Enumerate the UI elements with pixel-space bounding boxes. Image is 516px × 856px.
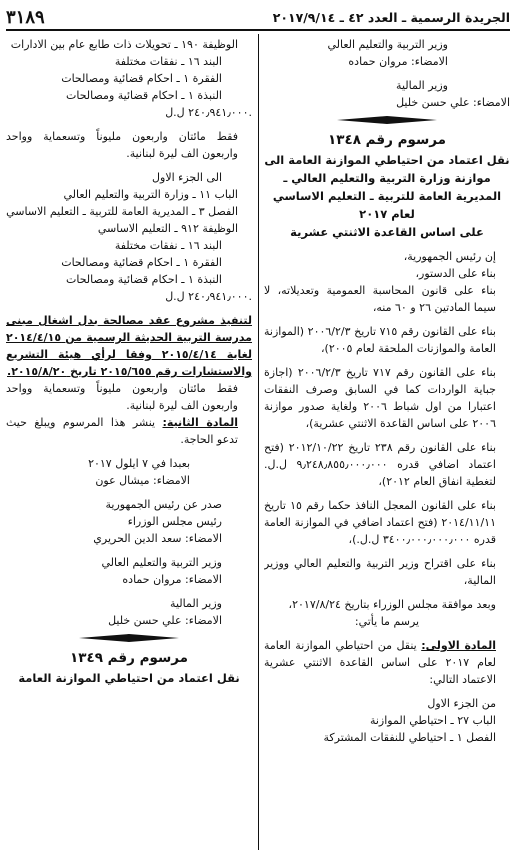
signer-title: وزير التربية والتعليم العالي — [327, 38, 448, 51]
purpose-text: لتنفيذ مشروع عقد مصالحة بدل اشغال مبنى مدرسة التربية الحديثة الرسمية من ٢٠١٤/٤/١٥ لغاية ٢٠١٥/٤/١٤ وفقا لرأي هيئة التشريع والاستشارات رقم ٢٠١٥/٦٥٥ تاريخ ٢٠١٥/٨/٢٠. — [6, 314, 252, 378]
to-part: الى الجزء الاول — [152, 171, 222, 184]
article-2-text: ينشر هذا المرسوم ويبلغ حيث تدعو الحاجة. — [6, 416, 238, 446]
budget-item: الفصل ٣ ـ المديرية العامة للتربية ـ التعليم الاساسي — [6, 205, 238, 218]
section-divider — [6, 633, 252, 643]
budget-item: الفقرة ١ ـ احكام قضائية ومصالحات — [61, 72, 222, 85]
edu-minister-signature: الامضاء: مروان حماده — [122, 573, 222, 586]
budget-item: النبذة ١ ـ احكام قضائية ومصالحات — [66, 89, 222, 102]
column-divider — [258, 34, 259, 850]
issue-date: بعبدا في ٧ ايلول ٢٠١٧ — [88, 457, 190, 470]
left-column — [6, 36, 252, 852]
preamble-line: إن رئيس الجمهورية، — [403, 250, 496, 263]
budget-section: الفصل ١ ـ احتياطي للنفقات المشتركة — [323, 731, 496, 744]
preamble-line: بناء على قانون المحاسبة العمومية وتعديلاته، لا سيما المادتين ٢٦ و ٦٠ منه، — [264, 284, 496, 314]
budget-item: الباب ١١ ـ وزارة التربية والتعليم العالي — [63, 188, 238, 201]
finance-minister-title: وزير المالية — [170, 597, 222, 610]
preamble-line: بناء على القانون رقم ٧١٥ تاريخ ٢٠٠٦/٢/٣ (الموازنة العامة والموازنات الملحقة لعام ٢٠٠٥)، — [264, 325, 496, 355]
decrees-line: يرسم ما يأتي: — [354, 615, 420, 628]
budget-item: الفقرة ١ ـ احكام قضائية ومصالحات — [61, 256, 222, 269]
signer-title: وزير المالية — [396, 79, 448, 92]
signature-line: الامضاء: مروان حماده — [348, 55, 448, 68]
preamble-line: بناء على اقتراح وزير التربية والتعليم العالي ووزير المالية، — [264, 557, 496, 587]
amount-value: ٢٤٠٫٩٤١٫٠٠٠ ل.ل. — [165, 290, 252, 303]
pm-signature: الامضاء: سعد الدين الحريري — [93, 532, 222, 545]
budget-item: الوظيفة ٩١٢ ـ التعليم الاساسي — [97, 222, 238, 235]
edu-minister-title: وزير التربية والتعليم العالي — [101, 556, 222, 569]
from-part: من الجزء الاول — [427, 697, 496, 710]
budget-item: البند ١٦ ـ نفقات مختلفة — [114, 55, 222, 68]
budget-chapter: الباب ٢٧ ـ احتياطي الموازنة — [369, 714, 496, 727]
article-2-label: المادة الثانية: — [162, 416, 238, 429]
article-2 — [6, 414, 252, 448]
decree-basis: على اساس القاعدة الاثنتي عشرية — [290, 225, 484, 239]
budget-item: النبذة ١ ـ احكام قضائية ومصالحات — [66, 273, 222, 286]
preamble-line: بناء على القانون رقم ٧١٧ تاريخ ٢٠٠٦/٢/٣ (اجازة جباية الواردات كما في السابق وصرف النفقات اعتبارا من اول شباط ٢٠٠٦ ولغاية صدور موازنة ٢٠٠٦ على اساس القاعدة الاثنتي عشرية)، — [264, 366, 496, 430]
preamble-line: بناء على القانون المعجل النافذ حكما رقم ١٥ تاريخ ٢٠١٤/١١/١١ (فتح اعتماد اضافي في الموازنة العامة قدره ٣٤٠٠٫٠٠٠٫٠٠٠٫٠٠٠ ل.ل.)، — [264, 499, 496, 546]
amount-in-words: فقط مائتان واربعون مليوناً وتسعماية وواحد واربعون الف ليرة لبنانية. — [6, 382, 238, 412]
header-title: الجريدة الرسمية ـ العدد ٤٢ ـ ٢٠١٧/٩/١٤ — [272, 9, 510, 25]
budget-item: البند ١٦ ـ نفقات مختلفة — [114, 239, 222, 252]
page-header — [6, 6, 510, 28]
header-rule — [6, 29, 510, 31]
right-column — [264, 36, 510, 852]
decree-title: مرسوم رقم ١٣٤٨ — [328, 132, 446, 148]
amount-in-words: فقط مائتان واربعون مليوناً وتسعماية وواحد واربعون الف ليرة لبنانية. — [6, 130, 238, 160]
issued-by: صدر عن رئيس الجمهورية — [105, 498, 222, 511]
preamble-line: بناء على القانون رقم ٢٣٨ تاريخ ٢٠١٢/١٠/٢٢ (فتح اعتماد اضافي قدره ٩٫٢٤٨٫٨٥٥٫٠٠٠٫٠٠٠ ل.ل. لتغطية انفاق العام ٢٠١٢)، — [264, 441, 497, 488]
article-1-text: ينقل من احتياطي الموازنة العامة لعام ٢٠١٧ على اساس القاعدة الاثنتي عشرية الاعتماد التالي: — [264, 639, 496, 686]
section-divider — [264, 115, 510, 125]
signature-line: الامضاء: علي حسن خليل — [396, 96, 510, 109]
preamble-line: وبعد موافقة مجلس الوزراء بتاريخ ٢٠١٧/٨/٢٤، — [288, 598, 496, 611]
page-number: ٣١٨٩ — [6, 6, 45, 28]
preamble-line: بناء على الدستور، — [415, 267, 496, 280]
budget-item: الوظيفة ١٩٠ ـ تحويلات ذات طابع عام بين الادارات — [10, 38, 238, 51]
pm-title: رئيس مجلس الوزراء — [127, 515, 222, 528]
amount-value: ٢٤٠٫٩٤١٫٠٠٠ ل.ل. — [165, 106, 252, 119]
article-1 — [264, 637, 510, 688]
president-signature: الامضاء: ميشال عون — [95, 474, 190, 487]
finance-minister-signature: الامضاء: علي حسن خليل — [108, 614, 222, 627]
next-decree-title: مرسوم رقم ١٣٤٩ — [70, 650, 188, 666]
next-decree-subject: نقل اعتماد من احتياطي الموازنة العامة — [18, 671, 240, 685]
decree-subject: نقل اعتماد من احتياطي الموازنة العامة الى موازنة وزارة التربية والتعليم العالي ـ المديرية العامة للتربية ـ التعليم الاساسي لعام ٢٠١٧ — [264, 153, 510, 221]
article-1-label: المادة الاولى: — [421, 639, 496, 652]
